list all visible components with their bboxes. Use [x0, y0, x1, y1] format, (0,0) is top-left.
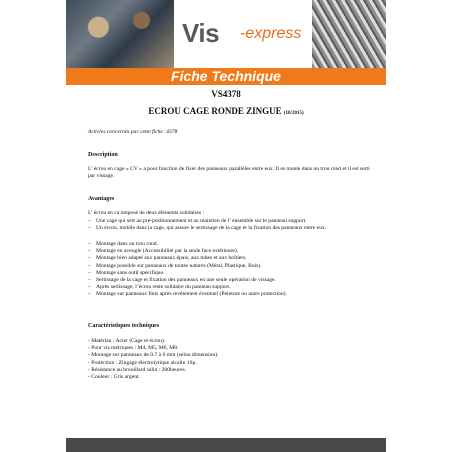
- composition-list: [88, 218, 378, 232]
- product-name-text: ECROU CAGE RONDE ZINGUE: [148, 106, 282, 116]
- logo-express-text: -express: [240, 25, 302, 42]
- footer-bar: [66, 438, 386, 452]
- list-item: – Montage dans un trou rond.: [88, 241, 378, 248]
- list-item: - Pour vis métriques : M4, M5, M6, M8.: [88, 345, 179, 352]
- description-heading: Description: [88, 152, 118, 158]
- list-item: – Montage sans outil spécifique.: [88, 270, 378, 277]
- list-item: - Couleur : Gris argent.: [88, 374, 140, 381]
- product-reference: VS4378: [211, 89, 241, 99]
- list-item: - Résistance au brouillard salin : 200heures.: [88, 366, 187, 373]
- screws-photo: [312, 0, 386, 68]
- list-item: – Après sertissage, l’écrou reste solidaire du panneau support.: [88, 284, 378, 291]
- list-item: – Montage possible sur panneaux de toutes natures (Métal, Plastique, Bois).: [88, 263, 378, 270]
- list-item: - Protection : Zingage électrolytique alcalin 10µ.: [88, 359, 198, 366]
- list-item: - Matériau : Acier (Cage et écrou).: [88, 338, 166, 344]
- caracteristiques-heading: Caractéristiques techniques: [88, 323, 160, 329]
- list-item: – Une cage qui sert au pré-positionnement et au maintien de l’ ensemble sur le panneau support.: [88, 218, 378, 225]
- description-text: L’ écrou en cage « CV » a pour fonction de fixer des panneaux parallèles entre eux. Il se monte dans un trou rond et il est serti par vissage.: [88, 166, 370, 180]
- list-item: – Un écrou, mobile dans la cage, qui assure le sertissage de la cage et la fixation des panneaux entre eux.: [88, 225, 378, 232]
- list-item: – Sertissage de la cage et fixation des panneaux en une seule opération de vissage.: [88, 277, 378, 284]
- header-banner: [66, 0, 386, 68]
- avantages-heading: Avantages: [88, 196, 115, 202]
- list-item: – Montage en aveugle (Accessibilité par la seule face extérieure).: [88, 248, 378, 255]
- articles-concerned: Articles concernés par cette fiche :4378: [88, 129, 178, 135]
- avantages-intro: L’ écrou en ca omposé de deux éléments solidaires :: [88, 210, 205, 216]
- list-item: - Montage sur panneaux de 0.7 à 6 mm (selon dimension).: [88, 352, 219, 359]
- vis-express-logo: [178, 16, 314, 52]
- caracteristiques-list: [88, 338, 378, 381]
- list-item: – Montage bien adapté aux panneaux épais, aux tubes et aux boîtiers.: [88, 255, 378, 262]
- logo-vis-text: Vis: [182, 18, 220, 48]
- technical-sheet: [66, 0, 386, 452]
- advantages-list: [88, 241, 378, 299]
- workshop-photo: [66, 0, 174, 68]
- list-item: – Montage sur panneaux finis après revêtement éventuel (Peinture ou autre protection).: [88, 291, 378, 298]
- product-name: [66, 106, 386, 116]
- product-date: (10/2015): [283, 111, 304, 116]
- page-title: Fiche Technique: [66, 68, 386, 85]
